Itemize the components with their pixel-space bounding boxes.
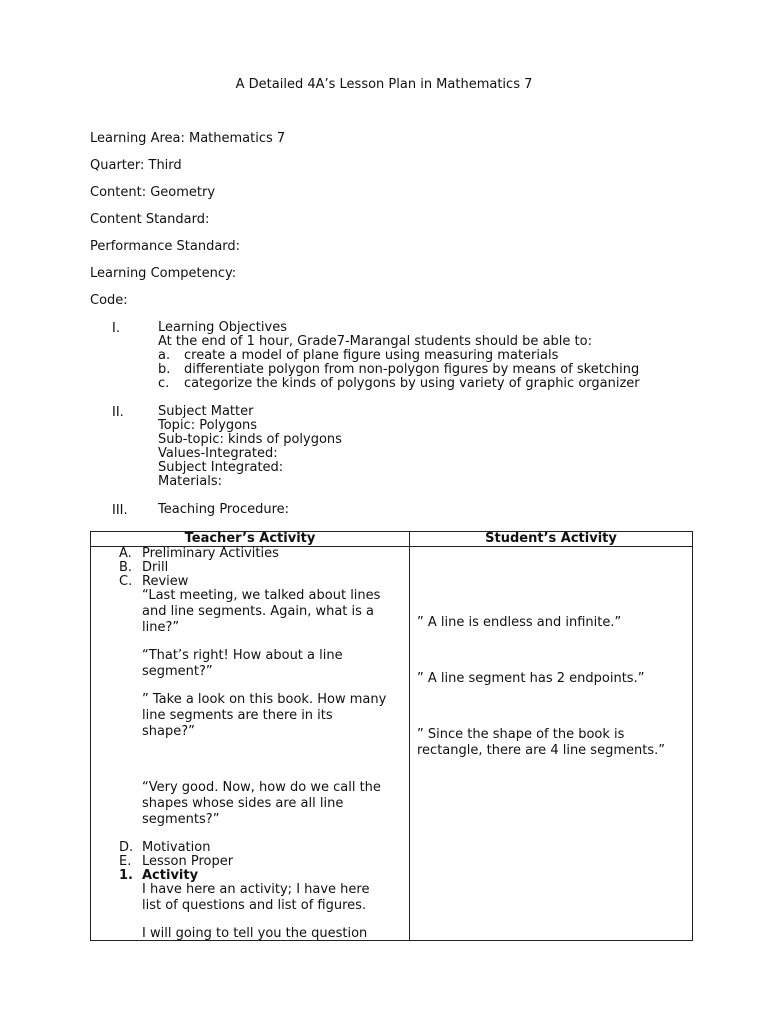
activity-instruction: I have here an activity; I have here (142, 882, 370, 897)
subject-matter-section (158, 405, 342, 489)
document-title: A Detailed 4A’s Lesson Plan in Mathematics 7 (235, 77, 533, 92)
topic: Topic: Polygons (158, 418, 258, 433)
item-text: create a model of plane figure using measuring materials (184, 348, 559, 363)
quarter: Quarter: Third (90, 158, 182, 173)
teacher-question: segment?” (142, 664, 213, 679)
item-text: differentiate polygon from non-polygon figures by means of sketching (184, 362, 640, 377)
lesson-proper: Lesson Proper (142, 854, 234, 869)
teacher-question: shape?” (142, 724, 195, 739)
teacher-activity-header: Teacher’s Activity (91, 532, 410, 547)
item-letter: b. (158, 362, 171, 377)
teaching-procedure-table (90, 531, 693, 941)
learning-area: Learning Area: Mathematics 7 (90, 131, 286, 146)
item-letter: a. (158, 348, 171, 363)
objective-item (158, 377, 640, 391)
list-marker: E. (119, 854, 132, 869)
teacher-activity-cell (91, 547, 410, 941)
section-heading: Teaching Procedure: (158, 502, 290, 517)
teacher-question: line segments are there in its (142, 708, 333, 723)
teacher-question: “Very good. Now, how do we call the (142, 780, 381, 795)
teacher-question: ” Take a look on this book. How many (142, 692, 387, 707)
section-heading: Learning Objectives (158, 320, 287, 335)
drill: Drill (142, 560, 169, 575)
list-marker: 1. (119, 868, 133, 883)
learning-competency: Learning Competency: (90, 266, 237, 281)
student-answer: ” A line segment has 2 endpoints.” (417, 671, 645, 686)
review: Review (142, 574, 189, 589)
section-numeral: I. (112, 321, 120, 336)
activity-instruction: I will going to tell you the question (142, 926, 368, 941)
student-activity-cell (410, 547, 693, 941)
content: Content: Geometry (90, 185, 216, 200)
student-answer: ” Since the shape of the book is (417, 727, 625, 742)
preliminary-activities: Preliminary Activities (142, 546, 279, 561)
subject-integrated: Subject Integrated: (158, 460, 284, 475)
section-heading: Subject Matter (158, 404, 254, 419)
teacher-question: line?” (142, 620, 180, 635)
item-letter: c. (158, 376, 170, 391)
values-integrated: Values-Integrated: (158, 446, 278, 461)
objective-item (158, 363, 640, 377)
list-marker: A. (119, 546, 132, 561)
section-numeral: II. (112, 405, 124, 420)
code: Code: (90, 293, 128, 308)
teacher-question: segments?” (142, 812, 220, 827)
list-marker: C. (119, 574, 133, 589)
teacher-question: shapes whose sides are all line (142, 796, 344, 811)
activity-heading: Activity (142, 868, 199, 883)
student-answer: rectangle, there are 4 line segments.” (417, 743, 665, 758)
objectives-intro: At the end of 1 hour, Grade7-Marangal students should be able to: (158, 334, 592, 349)
list-marker: B. (119, 560, 133, 575)
student-answer: ” A line is endless and infinite.” (417, 615, 622, 630)
performance-standard: Performance Standard: (90, 239, 241, 254)
objective-item (158, 349, 640, 363)
list-marker: D. (119, 840, 134, 855)
sub-topic: Sub-topic: kinds of polygons (158, 432, 342, 447)
teacher-question: “That’s right! How about a line (142, 648, 343, 663)
content-standard: Content Standard: (90, 212, 210, 227)
section-numeral: III. (112, 503, 128, 518)
item-text: categorize the kinds of polygons by using variety of graphic organizer (184, 376, 640, 391)
motivation: Motivation (142, 840, 211, 855)
teacher-question: and line segments. Again, what is a (142, 604, 375, 619)
activity-instruction: list of questions and list of figures. (142, 898, 367, 913)
student-activity-header: Student’s Activity (410, 532, 693, 547)
teacher-question: “Last meeting, we talked about lines (142, 588, 381, 603)
materials: Materials: (158, 474, 222, 489)
learning-objectives-section (158, 321, 640, 391)
